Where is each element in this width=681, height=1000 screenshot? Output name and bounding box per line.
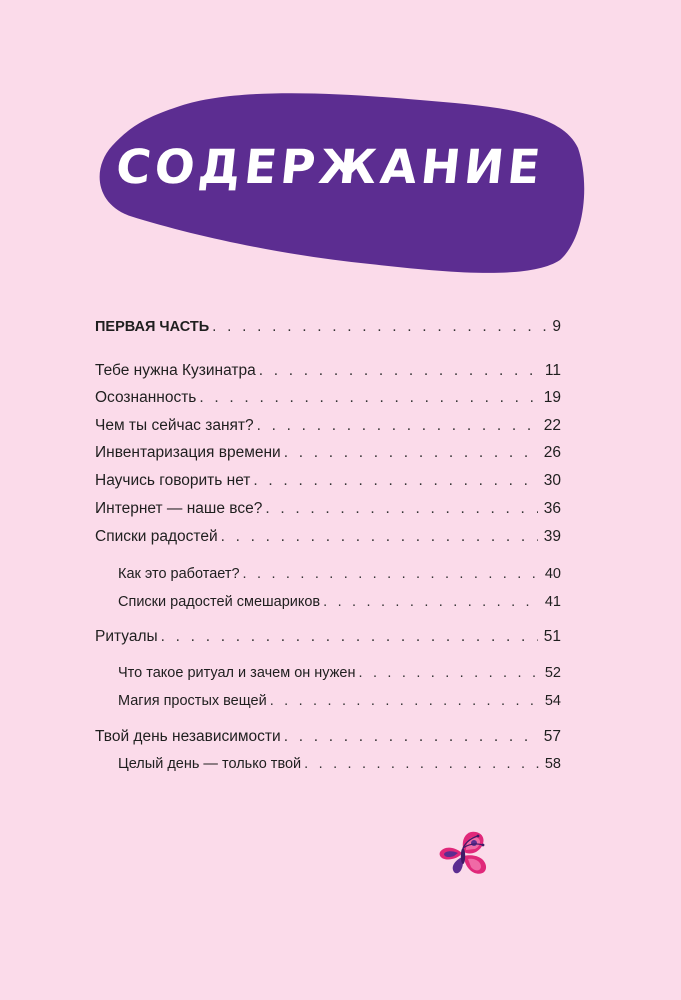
page-title: СОДЕРЖАНИЕ — [113, 140, 547, 195]
toc-leader-dots — [199, 386, 537, 410]
toc-page-number: 30 — [543, 472, 561, 489]
toc-entry[interactable] — [95, 441, 561, 465]
toc-entry-title: Списки радостей смешариков — [118, 594, 321, 610]
toc-leader-dots — [212, 315, 546, 339]
toc-leader-dots — [284, 441, 538, 465]
toc-entry-title: Осознанность — [95, 389, 197, 406]
toc-leader-dots — [323, 590, 539, 614]
toc-leader-dots — [265, 497, 537, 521]
toc-page-number: 51 — [543, 628, 561, 645]
toc-entry-title: Списки радостей — [95, 528, 218, 545]
toc-entry[interactable] — [95, 525, 561, 549]
toc-page-number: 19 — [543, 389, 561, 406]
toc-subentry[interactable] — [118, 689, 561, 713]
toc-page-number: 26 — [543, 444, 561, 461]
toc-leader-dots — [221, 525, 538, 549]
toc-entry[interactable] — [95, 414, 561, 438]
toc-page-number: 22 — [543, 417, 561, 434]
toc-leader-dots — [161, 625, 538, 649]
toc-leader-dots — [358, 661, 538, 685]
toc-page-number: 41 — [544, 594, 561, 610]
toc-entry-title: Твой день независимости — [95, 728, 281, 745]
toc-page-number: 40 — [544, 566, 561, 582]
toc-page-number: 52 — [544, 665, 561, 681]
toc-entry-title: Целый день — только твой — [118, 756, 302, 772]
toc-page-number: 11 — [544, 362, 561, 379]
toc-leader-dots — [304, 752, 539, 776]
toc-entry-title: ПЕРВАЯ ЧАСТЬ — [95, 319, 210, 335]
toc-leader-dots — [284, 725, 538, 749]
toc-leader-dots — [253, 469, 537, 493]
toc-entry-title: Инвентаризация времени — [95, 444, 281, 461]
toc-entry[interactable] — [95, 625, 561, 649]
toc-subentry[interactable] — [118, 590, 561, 614]
toc-entry-title: Как это работает? — [118, 566, 240, 582]
toc-entry[interactable] — [95, 386, 561, 410]
toc-leader-dots — [257, 414, 538, 438]
toc-page-number: 57 — [543, 728, 561, 745]
toc-entry[interactable] — [95, 725, 561, 749]
toc-entry[interactable] — [95, 359, 561, 383]
toc-entry-title: Интернет — наше все? — [95, 500, 263, 517]
toc-entry[interactable] — [95, 469, 561, 493]
toc-entry[interactable] — [95, 497, 561, 521]
toc-subentry[interactable] — [118, 752, 561, 776]
toc-leader-dots — [270, 689, 539, 713]
toc-entry-title: Тебе нужна Кузинатра — [95, 362, 256, 379]
toc-leader-dots — [259, 359, 539, 383]
toc-entry-title: Чем ты сейчас занят? — [95, 417, 254, 434]
toc-page-number: 9 — [552, 318, 561, 335]
toc-page-number: 36 — [543, 500, 561, 517]
toc-page-number: 58 — [544, 756, 561, 772]
butterfly-icon — [436, 826, 492, 882]
toc-subentry[interactable] — [118, 562, 561, 586]
toc-leader-dots — [243, 562, 539, 586]
toc-entry-title: Магия простых вещей — [118, 693, 267, 709]
toc-part-heading[interactable] — [95, 315, 561, 339]
toc-subentry[interactable] — [118, 661, 561, 685]
toc-entry-title: Ритуалы — [95, 628, 158, 645]
toc-page-number: 54 — [544, 693, 561, 709]
toc-entry-title: Научись говорить нет — [95, 472, 251, 489]
toc-entry-title: Что такое ритуал и зачем он нужен — [118, 665, 356, 681]
toc-page-number: 39 — [543, 528, 561, 545]
